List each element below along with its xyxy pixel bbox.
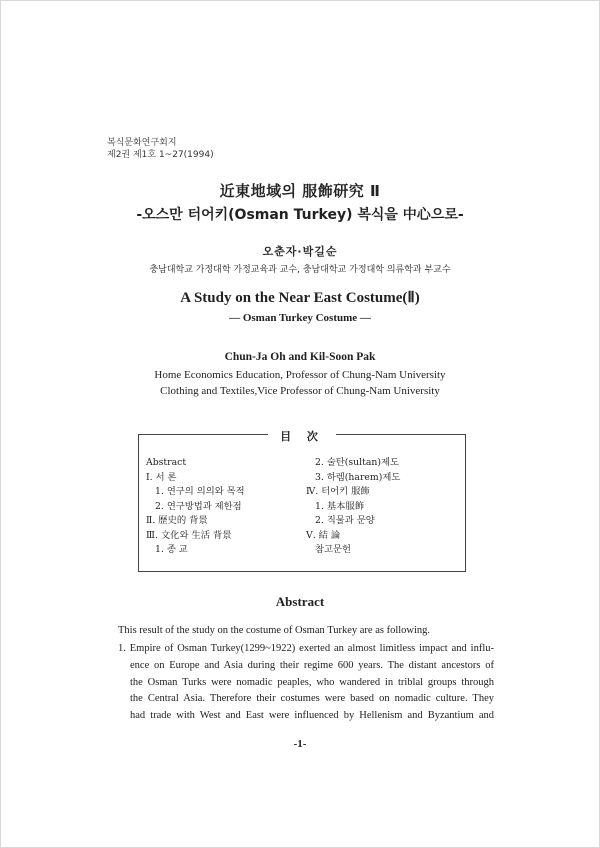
abstract-heading: Abstract	[275, 594, 325, 609]
abstract-lead: This result of the study on the costume of Osman Turkey are as following.	[118, 625, 431, 636]
toc-right-column	[306, 456, 401, 558]
affiliation-english-line: Clothing and Textiles,Vice Professor of Chung-Nam University	[160, 385, 440, 397]
toc-item: 3. 하렘(harem)제도	[315, 471, 401, 483]
toc-item: 참고문헌	[315, 544, 351, 555]
toc-item: 2. 술탄(sultan)제도	[315, 457, 400, 468]
abstract-line: the Osman Turks were nomadic peaples, who wandered in triblal groups through	[130, 676, 494, 688]
toc-item: 1. 연구의 의의와 목적	[155, 486, 245, 497]
toc-left-column	[146, 456, 245, 558]
affiliation-korean: 충남대학교 가정대학 가정교육과 교수, 충남대학교 가정대학 의류학과 부교수	[149, 265, 451, 275]
toc-item: 1. 基本服飾	[315, 500, 365, 512]
toc-item: 1. 종 교	[155, 544, 188, 555]
page-number: -1-	[293, 738, 307, 750]
toc-item: Ⅱ. 歷史的 背景	[146, 515, 208, 526]
abstract-line: 1. Empire of Osman Turkey(1299~1922) exerted an almost limitless impact and influ-	[118, 643, 494, 654]
subtitle-korean: -오스만 터어키(Osman Turkey) 복식을 中心으로-	[136, 207, 464, 223]
authors-korean: 오춘자·박길순	[262, 245, 338, 258]
journal-name: 복식문화연구회지	[107, 138, 177, 148]
journal-volume: 제2권 제1호 1~27(1994)	[107, 150, 214, 160]
toc-heading-label: 目 次	[268, 430, 336, 443]
toc-item: Ⅲ. 文化와 生活 背景	[146, 529, 232, 541]
toc-item: Ⅰ. 서 론	[146, 471, 177, 483]
abstract-line: ence on Europe and Asia during their regime 600 years. The distant ancestors of	[130, 659, 494, 671]
authors-english: Chun-Ja Oh and Kil-Soon Pak	[224, 351, 376, 363]
title-english: A Study on the Near East Costume(Ⅱ)	[180, 290, 420, 306]
toc-item: Ⅴ. 結 論	[306, 529, 341, 541]
toc-heading	[138, 425, 466, 444]
toc-item: 2. 직물과 문양	[315, 515, 375, 526]
abstract-line: the Central Asia. Therefore their costumes were based on nomadic culture. They	[130, 693, 494, 705]
abstract-line: had trade with West and East were influenced by Hellenism and Byzantium and	[130, 710, 494, 722]
affiliation-english	[0, 367, 600, 399]
subtitle-english: — Osman Turkey Costume —	[229, 312, 371, 324]
toc-item: Abstract	[146, 457, 187, 468]
toc-item: 2. 연구방법과 제한점	[155, 500, 242, 512]
journal-info	[107, 137, 214, 161]
toc-item: Ⅳ. 터어키 服飾	[306, 486, 370, 497]
title-korean: 近東地域의 服飾研究 Ⅱ	[219, 182, 381, 200]
affiliation-english-line: Home Economics Education, Professor of Chung-Nam University	[154, 369, 446, 381]
abstract-paragraph	[118, 641, 494, 725]
